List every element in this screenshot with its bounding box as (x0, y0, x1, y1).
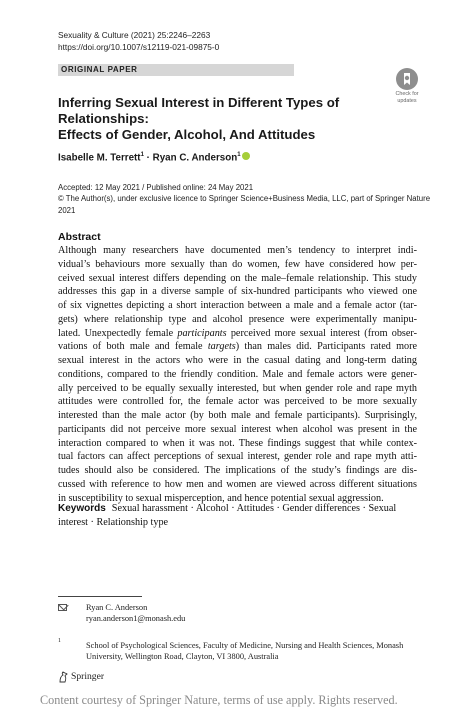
courtesy-notice: Content courtesy of Springer Nature, terms of use apply. Rights reserved. (40, 693, 398, 707)
keywords-block (58, 502, 417, 530)
author-affiliation-ref: 1 (140, 152, 144, 158)
abstract-heading: Abstract (58, 231, 101, 243)
abstract-line: vidual’s behaviours more sexually than do women, few have considered how per- (58, 258, 417, 270)
author-name[interactable]: Isabelle M. Terrett (58, 152, 141, 164)
publication-info (58, 182, 431, 216)
abstract-line: interested than the male actor (by both male and female participants). Surprisingly, (58, 410, 417, 421)
affiliation-line-2: University, Wellington Road, Clayton, VI 3800, Australia (86, 652, 279, 662)
abstract-line: lated. Unexpectedly female participants perceived more sexual interest (from obser- (58, 327, 417, 339)
author-list (58, 149, 250, 164)
title-line-1: Inferring Sexual Interest in Different Types of Relationships: (58, 95, 340, 126)
abstract-line: ceived sexual interest differs depending on the male–female relationship. This study (58, 272, 417, 284)
keywords-line-2: interest · Relationship type (58, 516, 169, 528)
paper-type-label: ORIGINAL PAPER (61, 65, 138, 74)
abstract-line: addresses this gap in a diverse sample of six-hundred participants who viewed one (58, 286, 417, 298)
journal-citation: Sexuality & Culture (2021) 25:2246–2263 (58, 30, 211, 40)
corresponding-name: Ryan C. Anderson (86, 603, 148, 612)
author-separator: · (143, 152, 153, 164)
doi-link[interactable]: https://doi.org/10.1007/s12119-021-09875-0 (58, 41, 220, 52)
corresponding-email[interactable]: ryan.anderson1@monash.edu (86, 614, 186, 624)
abstract-line: vations of both male and female targets) than males did. Participants rated more (58, 341, 418, 353)
footnote-divider (58, 596, 142, 597)
abstract-line: participants did not perceive more sexual interest when alcohol was present in the (58, 423, 417, 435)
keywords-line-1: Sexual harassment · Alcohol · Attitudes · Gender differences · Sexual (111, 503, 397, 514)
check-for-updates-icon (396, 68, 418, 90)
springer-horse-icon (58, 670, 69, 688)
abstract-line: tudes should also be considered. The implications of the study’s findings are dis- (58, 465, 417, 476)
affiliation-line-1: School of Psychological Sciences, Faculty of Medicine, Nursing and Health Sciences, Monash (86, 641, 404, 650)
abstract-line: sexual interest in the actors who were in the casual dating and long-term dating (58, 355, 417, 366)
abstract-line: Although many researchers have documented men’s tendency to interpret indi- (58, 245, 417, 256)
author-name[interactable]: Ryan C. Anderson (152, 152, 238, 164)
accepted-published-dates: Accepted: 12 May 2021 / Published online: 24 May 2021 (58, 183, 254, 192)
affiliation (86, 640, 431, 663)
abstract-line: tual factors can affect perceptions of sexual interest, gender role and rape myth atti- (58, 451, 417, 463)
emphasis: targets (207, 341, 236, 353)
abstract-line: ally perceived to be equally sexually interested, but when gender role and rape myth (58, 382, 417, 394)
abstract-line: conditions, compared to the friendly condition. Male and female actors were gener- (58, 368, 417, 380)
author-affiliation-ref: 1 (237, 152, 241, 158)
copyright-line: © The Author(s), under exclusive licence to Springer Science+Business Media, LLC, part of Springer Nature (58, 194, 431, 204)
orcid-icon[interactable] (242, 152, 250, 160)
article-title (58, 95, 398, 143)
publisher-name: Springer (71, 671, 105, 682)
affiliation-number: 1 (58, 638, 61, 644)
corresponding-author (86, 602, 185, 625)
keywords-label: Keywords (58, 503, 106, 514)
copyright-year: 2021 (58, 205, 76, 215)
envelope-icon (58, 604, 67, 611)
badge-line2: updates (397, 98, 417, 104)
abstract-line: gets) where relationship type and alcohol presence were experimentally manipu- (58, 313, 417, 325)
badge-line1: Check for (395, 91, 419, 97)
abstract-line: of six vignettes depicting a short interaction between a male and a female actor (tar- (58, 300, 417, 311)
abstract-body (58, 244, 417, 505)
journal-header (58, 30, 219, 53)
title-line-2: Effects of Gender, Alcohol, And Attitudes (58, 127, 316, 142)
abstract-line: attitudes were controlled for, the female actor was perceived to be more sexually (58, 396, 417, 408)
abstract-line: in susceptibility to sexual misperception, and hence potential sexual aggression. (58, 492, 384, 504)
abstract-line: interaction compared to when it was not. These findings suggest that while contex- (58, 437, 417, 449)
emphasis: participants (177, 327, 227, 339)
abstract-line: cussed with reference to how men and women are viewed across different situations (58, 478, 417, 490)
